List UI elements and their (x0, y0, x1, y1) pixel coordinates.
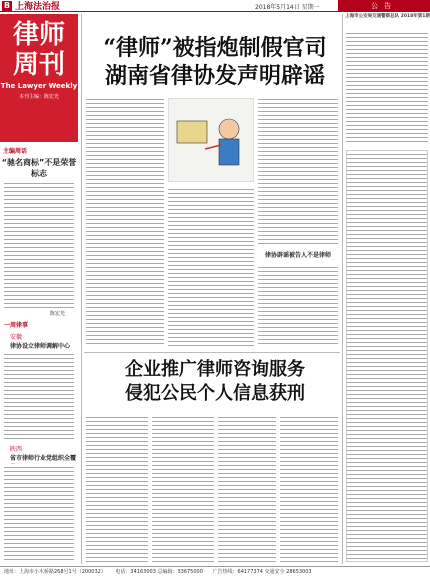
headline-2-line2: 侵犯公民个人信息获刑 (125, 383, 305, 404)
brief-title-1: 律协设立律师调解中心 (10, 343, 71, 350)
article-1-col-a (86, 96, 164, 346)
brief-label: 一周律事 (4, 322, 29, 329)
issue-date: 2018年5月14日 星期一 (255, 4, 320, 11)
masthead-title-line1: 律师 (12, 20, 65, 50)
brief-place-1: 安徽 (10, 334, 23, 341)
right-column-body (346, 30, 428, 144)
article-1-col-c2 (258, 264, 338, 346)
illustration (168, 98, 254, 182)
masthead-title-line2: 周刊 (12, 50, 65, 80)
right-column-title: 上海市公安局交通警察总队 2018年第1期 (345, 14, 430, 19)
article-1-col-b (168, 186, 254, 346)
headline-2-line1: 企业推广律师咨询服务 (125, 359, 305, 380)
brief-body-2 (4, 464, 74, 560)
footer-address: 地址：上海市小木桥路268号1号（200032） (4, 569, 106, 575)
brief-title-2: 省市律师行业党组织全覆 (10, 455, 77, 462)
footer-ads: 广告热线：64177374 交通安全 28653003 (212, 569, 312, 575)
brief-body-1 (4, 351, 74, 441)
article-2-col-c (218, 414, 276, 562)
article-2-col-b (152, 414, 214, 562)
column-author: 陈宏光 (50, 311, 66, 317)
column-body (4, 180, 74, 308)
page-number: B (3, 1, 11, 10)
masthead (0, 14, 78, 142)
masthead-english: The Lawyer Weekly (0, 82, 78, 90)
headline-1-line1: “律师”被指炮制假官司 (103, 35, 327, 61)
brief-place-2: 陕西 (10, 446, 23, 453)
masthead-editor: 本刊主编：陈宏光 (18, 94, 59, 100)
sub-heading-1: 律协辟谣被告人不是律师 (264, 252, 331, 259)
section-label: 公告 (338, 0, 430, 12)
column-title: “驰名商标”不是荣誉标志 (1, 158, 77, 178)
headline-1 (86, 34, 344, 90)
headline-2 (86, 358, 344, 406)
footer-phone: 电话：34163003 总编辑：33675000 (115, 569, 203, 575)
article-2-col-d (280, 414, 338, 562)
column-label: 主编周话 (3, 148, 28, 155)
newspaper-name: 上海法治报 (15, 2, 61, 12)
headline-1-line2: 湖南省律协发声明辟谣 (104, 63, 325, 89)
footer (0, 566, 430, 577)
article-1-col-c (258, 96, 338, 246)
article-2-col-a (86, 414, 148, 562)
right-column-table (346, 150, 428, 562)
left-sidebar (0, 14, 78, 562)
